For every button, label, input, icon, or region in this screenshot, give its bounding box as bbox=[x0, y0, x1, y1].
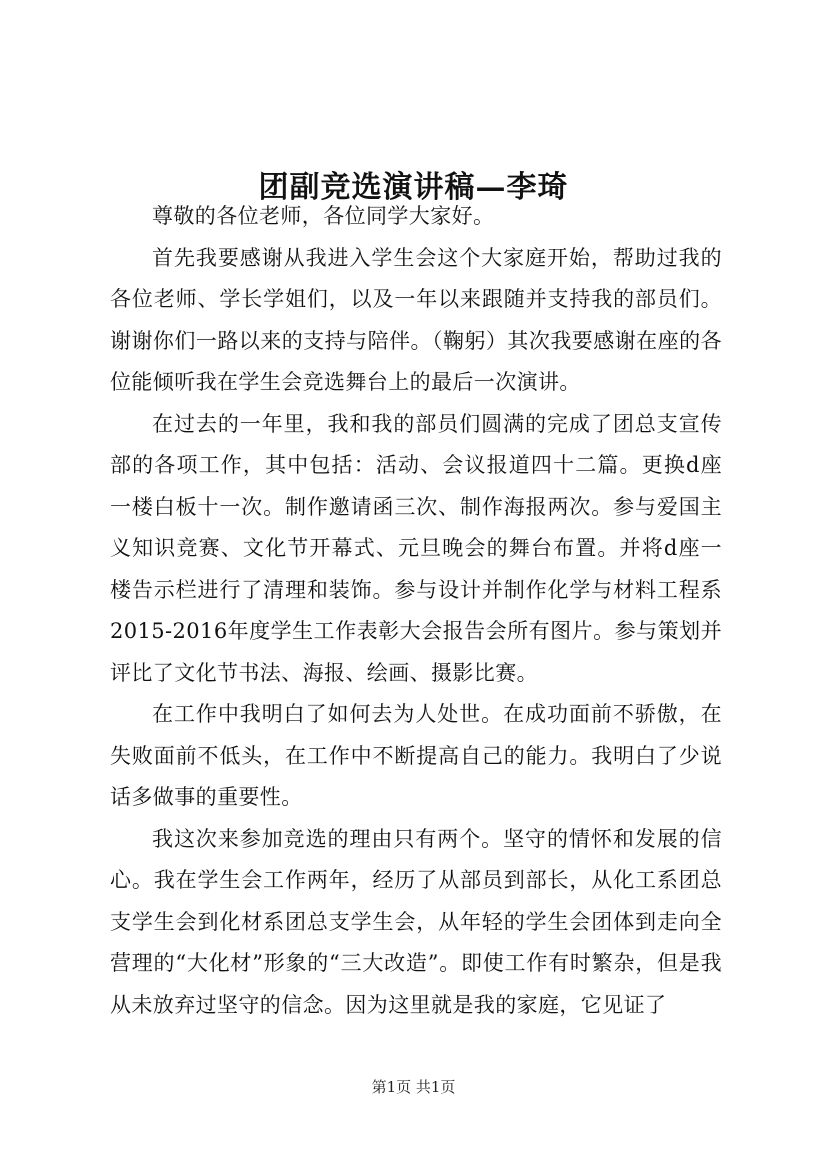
document-body bbox=[110, 196, 722, 1026]
document-title: 团副竞选演讲稿—李琦 bbox=[258, 170, 569, 206]
paragraph-greeting: 尊敬的各位老师，各位同学大家好。 bbox=[152, 204, 495, 228]
paragraph-achievements: 在过去的一年里，我和我的部员们圆满的完成了团总支宣传部的各项工作，其中包括：活动、会议报道四十二篇。更换d座一楼白板十一次。制作邀请函三次、制作海报两次。参与爱国主义知识竞赛、文化节开幕式、元旦晚会的舞台布置。并将d座一楼告示栏进行了清理和装饰。参与设计并制作化学与材料工程系2015-2016年度学生工作表彰大会报告会所有图片。参与策划并评比了文化节书法、海报、绘画、摄影比赛。 bbox=[110, 411, 722, 685]
page-number-footer: 第1页 共1页 bbox=[371, 1078, 456, 1096]
paragraph-lessons: 在工作中我明白了如何去为人处世。在成功面前不骄傲，在失败面前不低头，在工作中不断提高自己的能力。我明白了少说话多做事的重要性。 bbox=[110, 702, 722, 809]
paragraph-reasons: 我这次来参加竞选的理由只有两个。坚守的情怀和发展的信心。我在学生会工作两年，经历了从部员到部长，从化工系团总支学生会到化材系团总支学生会，从年轻的学生会团体到走向全营理的“大化材”形象的“三大改造”。即使工作有时繁杂，但是我从未放弃过坚守的信念。因为这里就是我的家庭，它见证了 bbox=[110, 826, 722, 1017]
paragraph-thanks: 首先我要感谢从我进入学生会这个大家庭开始，帮助过我的各位老师、学长学姐们，以及一年以来跟随并支持我的部员们。谢谢你们一路以来的支持与陪伴。（鞠躬）其次我要感谢在座的各位能倾听我在学生会竞选舞台上的最后一次演讲。 bbox=[110, 245, 722, 394]
